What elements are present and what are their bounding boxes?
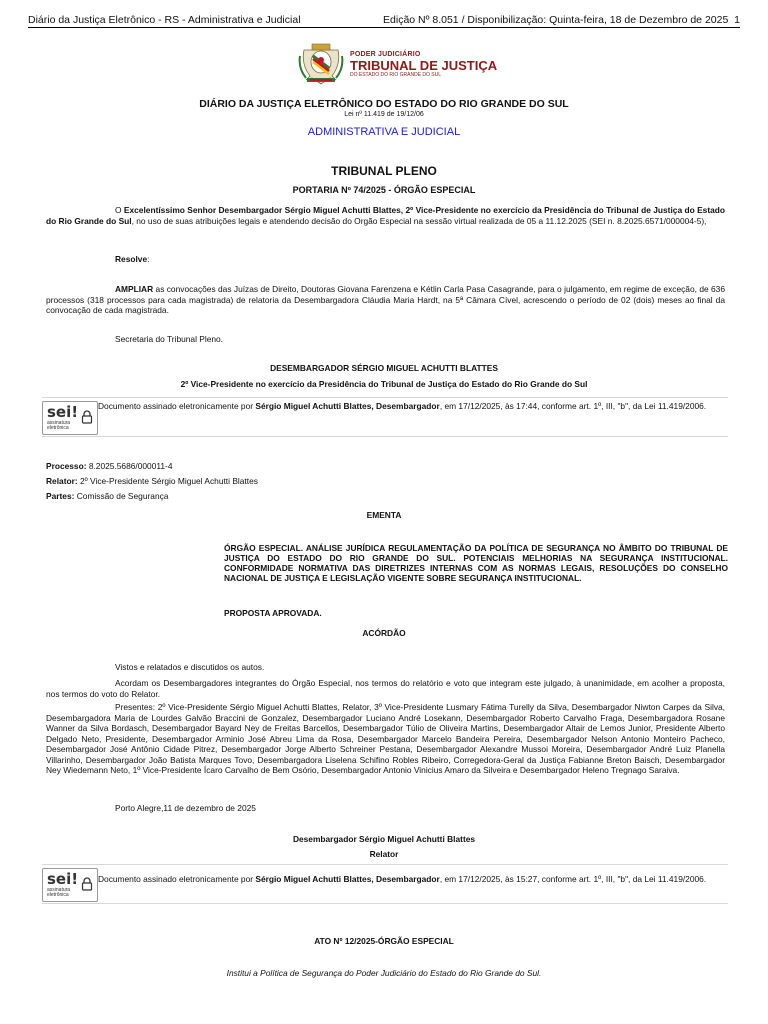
- diario-title: DIÁRIO DA JUSTIÇA ELETRÔNICO DO ESTADO DO RIO GRANDE DO SUL: [199, 98, 569, 110]
- sei-logo-2: sei!: [47, 870, 79, 888]
- acordam-paragraph: Acordam os Desembargadores integrantes do Órgão Especial, nos termos do relatório e voto que integram este julgado, à unanimidade, em acolher a proposta, nos termos do voto do Relator.: [46, 678, 725, 699]
- lock-icon-2: [81, 877, 93, 891]
- sei-subtitle: assinatura eletrônica: [47, 420, 71, 431]
- local-data: Porto Alegre,11 de dezembro de 2025: [115, 803, 256, 813]
- section-title: ADMINISTRATIVA E JUDICIAL: [307, 126, 461, 138]
- acordao-signer-role: Relator: [369, 849, 399, 859]
- ementa-text: ÓRGÃO ESPECIAL. ANÁLISE JURÍDICA REGULAMENTAÇÃO DA POLÍTICA DE SEGURANÇA NO ÂMBITO DO TRIBUNAL DE JUSTIÇA DO ESTADO DO RIO GRANDE DO SUL. POTENCIAIS MELHORIAS NA SEGURANÇA INSTITUCIONAL. CONFORMIDADE NORMATIVA DAS DIRETRIZES INTERNAS COM AS NORMAS LEGAIS, RESOLUÇÕES DO CONSELHO NACIONAL DE JUSTIÇA E LEGISLAÇÃO VIGENTE SOBRE SEGURANÇA INSTITUCIONAL.: [224, 543, 728, 583]
- electronic-signature-box: [42, 397, 728, 437]
- portaria-title: PORTARIA Nº 74/2025 - ÓRGÃO ESPECIAL: [292, 185, 476, 195]
- header-right: [383, 14, 740, 26]
- ementa-heading: EMENTA: [366, 510, 402, 520]
- acordao-signer: Desembargador Sérgio Miguel Achutti Blattes: [292, 834, 476, 844]
- relator-field: Relator: 2º Vice-Presidente Sérgio Miguel Achutti Blattes: [46, 476, 258, 486]
- secretaria-line: Secretaria do Tribunal Pleno.: [115, 334, 224, 344]
- logo-line-3: DO ESTADO DO RIO GRANDE DO SUL: [350, 71, 442, 78]
- sei-badge-2[interactable]: [42, 868, 98, 902]
- sei-subtitle-2: assinatura eletrônica: [47, 887, 71, 898]
- portaria-intro: O Excelentíssimo Senhor Desembargador Sérgio Miguel Achutti Blattes, 2º Vice-Presidente no exercício da Presidência do Tribunal de Justiça do Estado do Rio Grande do Sul, no uso de suas atribuições legais e atendendo decisão do Orgão Especial na sessão virtual realizada de 05 a 11.12.2025 (SEI n. 8.2025.6571/000004-5),: [46, 205, 726, 226]
- lock-icon: [81, 410, 93, 424]
- partes-field: Partes: Comissão de Segurança: [46, 491, 169, 501]
- tribunal-logo: [298, 42, 497, 86]
- signature-text-2: Documento assinado eletronicamente por Sérgio Miguel Achutti Blattes, Desembargador, em 17/12/2025, às 15:27, conforme art. 1º, III, "b", da Lei 11.419/2006.: [98, 874, 707, 884]
- electronic-signature-box-2: [42, 864, 728, 904]
- sei-logo: sei!: [47, 403, 79, 421]
- page-number: 1: [734, 14, 740, 26]
- sei-badge[interactable]: [42, 401, 98, 435]
- ato-subtitle: Institui a Política de Segurança do Poder Judiciário do Estado do Rio Grande do Sul.: [226, 968, 542, 978]
- edition-info: Edição Nº 8.051 / Disponibilização: Quinta-feira, 18 de Dezembro de 2025: [383, 14, 729, 26]
- processo-field: Processo: 8.2025.5686/000011-4: [46, 461, 173, 471]
- presentes-paragraph: Presentes: 2º Vice-Presidente Sérgio Miguel Achutti Blattes, Relator, 3º Vice-Presidente Lusmary Fátima Turelly da Silva, Desembargador Niwton Carpes da Silva, Desembargadora Maria de Lourdes Galvão Braccini de Gonzalez, Desembargador Luciano André Losekann, Desembargador Roberto Carvalho Fraga, Desembargadora Rosane Wanner da Silva Bordasch, Desembargador Bayard Ney de Freitas Barcellos, Desembargador Túlio de Oliveira Martins, Desembargador Altair de Lemos Junior, Presidente Alberto Delgado Neto, Presidente, Desembargador Arminio José Abreu Lima da Rosa, Desembargador Marcelo Bandeira Pereira, Desembargador Nelson Antonio Monteiro Pacheco, Desembargador José Antônio Cidade Pitrez, Desembargador Jorge Alberto Schreiner Pestana, Desembargador Alexandre Mussoi Moreira, Desembargador André Luiz Planella Villarinho, Desembargador João Batista Marques Tovo, Desembargadora Liselena Schifino Robles Ribeiro, Corregedora-Geral da Justiça Fabianne Breton Baisch, Desembargador Ney Wiedemann Neto, 1º Vice-Presidente Ícaro Carvalho de Bem Osório, Desembargador Antonio Vinicius Amaro da Silveira e Desembargador Heleno Tregnago Saraiva.: [46, 702, 725, 775]
- resolve-line: Resolve:: [115, 254, 150, 264]
- tribunal-pleno-heading: TRIBUNAL PLENO: [331, 164, 437, 178]
- ampliar-paragraph: AMPLIAR as convocações das Juízas de Direito, Doutoras Giovana Farenzena e Kétlin Carla Pasa Casagrande, para o julgamento, em regime de exceção, de 636 processos (318 processos para cada magistrada) de relatoria da Desembargadora Cláudia Maria Hardt, na 5ª Câmara Cível, acrescendo o período de 02 (dois) meses ao final da convocação de cada magistrada.: [46, 284, 725, 315]
- ato-title: ATO Nº 12/2025-ÓRGÃO ESPECIAL: [314, 936, 454, 946]
- law-reference: Lei nº 11.419 de 19/12/06: [344, 111, 424, 118]
- portaria-signer: DESEMBARGADOR SÉRGIO MIGUEL ACHUTTI BLATTES: [270, 363, 498, 373]
- portaria-intro-bold: Excelentíssimo Senhor Desembargador Sérgio Miguel Achutti Blattes, 2º Vice-Presidente no exercício da Presidência do Tribunal de Justiça do Estado do Rio Grande do Sul: [46, 205, 726, 226]
- signature-text: Documento assinado eletronicamente por Sérgio Miguel Achutti Blattes, Desembargador, em 17/12/2025, às 17:44, conforme art. 1º, III, "b", da Lei 11.419/2006.: [98, 401, 707, 411]
- vistos-line: Vistos e relatados e discutidos os autos.: [115, 662, 265, 672]
- header-left: Diário da Justiça Eletrônico - RS - Administrativa e Judicial: [28, 14, 301, 26]
- header-divider: [28, 27, 740, 28]
- acordao-heading: ACÓRDÃO: [362, 628, 406, 638]
- portaria-signer-role: 2º Vice-Presidente no exercício da Presidência do Tribunal de Justiça do Estado do Rio Grande do Sul: [180, 379, 588, 389]
- logo-line-1: PODER JUDICIÁRIO: [350, 50, 421, 58]
- proposta-aprovada: PROPOSTA APROVADA.: [224, 608, 322, 618]
- page-header: [28, 12, 740, 28]
- coat-of-arms-icon: [298, 42, 344, 86]
- logo-line-2: TRIBUNAL DE JUSTIÇA: [350, 57, 498, 73]
